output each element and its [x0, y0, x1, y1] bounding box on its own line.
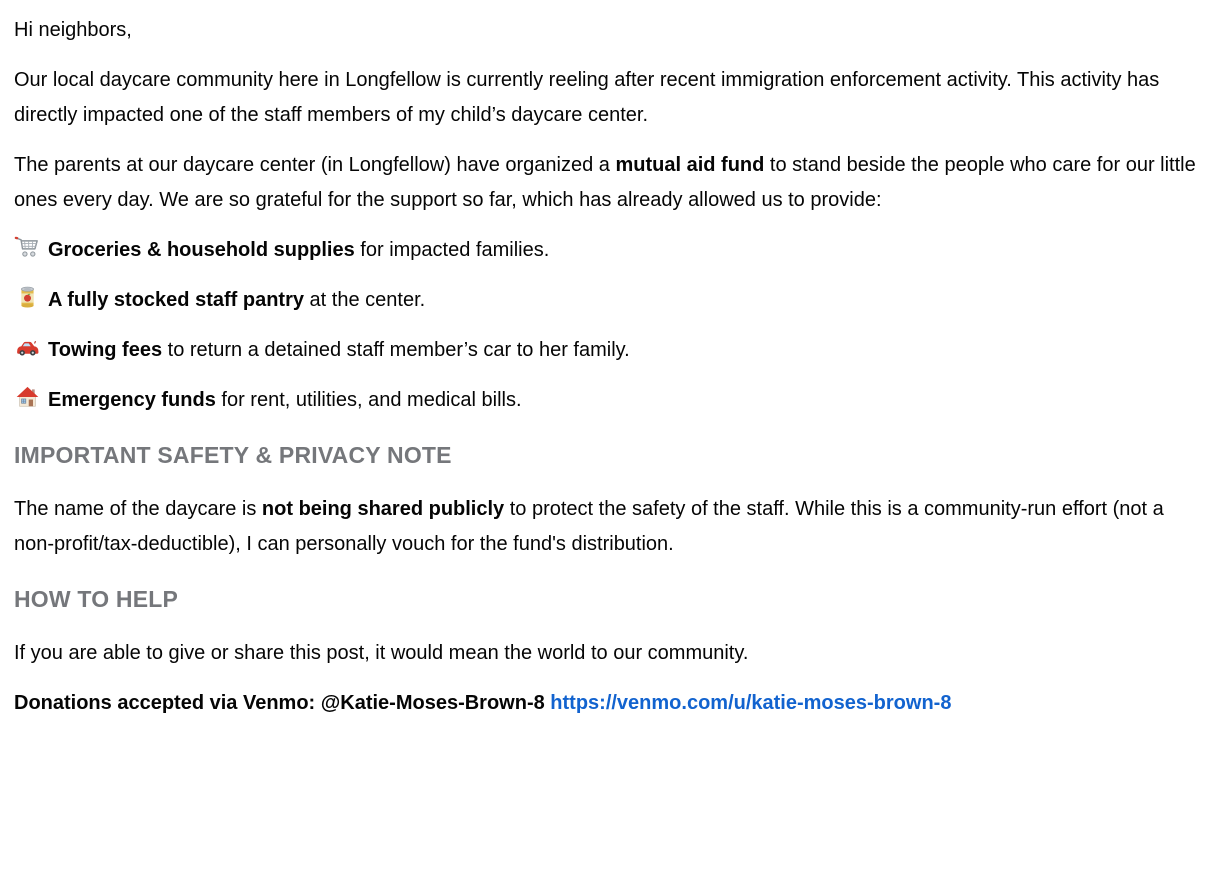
- red-car-icon: [14, 334, 41, 361]
- intro-paragraph: [14, 63, 1204, 133]
- bullet-pantry-rest: at the center.: [303, 289, 426, 311]
- fund-text-after: to stand beside the people who care for our little ones every day. We are so grateful for the support so far, which has already allowed us to provide:: [14, 154, 1196, 211]
- safety-text-bold: not being shared publicly: [261, 498, 505, 520]
- help-paragraph: [14, 636, 1204, 671]
- canned-food-icon: [14, 284, 41, 311]
- greeting-text: Hi neighbors,: [14, 19, 132, 41]
- bullet-groceries-bold: Groceries & household supplies: [48, 239, 355, 261]
- bullet-groceries: [14, 233, 1204, 268]
- house-icon: [14, 384, 41, 411]
- help-text: If you are able to give or share this post, it would mean the world to our community.: [14, 642, 749, 664]
- safety-text-after: to protect the safety of the staff. While this is a community-run effort (not a non-profit/tax-deductible), I can personally vouch for the fund's distribution.: [14, 498, 1164, 555]
- donation-text-bold: Donations accepted via Venmo: @Katie-Moses-Brown-8: [14, 692, 551, 714]
- venmo-link[interactable]: https://venmo.com/u/katie-moses-brown-8: [550, 692, 952, 714]
- shopping-cart-icon: [14, 234, 41, 261]
- fund-text-bold: mutual aid fund: [615, 154, 765, 176]
- help-heading: HOW TO HELP: [14, 586, 179, 612]
- bullet-towing-bold: Towing fees: [48, 339, 163, 361]
- fund-paragraph: [14, 148, 1204, 218]
- intro-text: Our local daycare community here in Longfellow is currently reeling after recent immigration enforcement activity. This activity has directly impacted one of the staff members of my child’s daycare center.: [14, 69, 1160, 126]
- donation-paragraph: [14, 686, 1204, 721]
- bullet-towing-rest: to return a detained staff member’s car to her family.: [162, 339, 630, 361]
- safety-paragraph: [14, 492, 1204, 562]
- greeting-paragraph: [14, 13, 1204, 48]
- bullet-pantry: [14, 283, 1204, 318]
- bullet-pantry-bold: A fully stocked staff pantry: [48, 289, 304, 311]
- safety-heading: IMPORTANT SAFETY & PRIVACY NOTE: [14, 442, 452, 468]
- bullet-groceries-rest: for impacted families.: [354, 239, 550, 261]
- fund-text-before: The parents at our daycare center (in Longfellow) have organized a: [14, 154, 616, 176]
- bullet-towing: [14, 333, 1204, 368]
- bullet-emergency: [14, 383, 1204, 418]
- bullet-emergency-bold: Emergency funds: [48, 389, 216, 411]
- safety-text-before: The name of the daycare is: [14, 498, 262, 520]
- bullet-emergency-rest: for rent, utilities, and medical bills.: [215, 389, 522, 411]
